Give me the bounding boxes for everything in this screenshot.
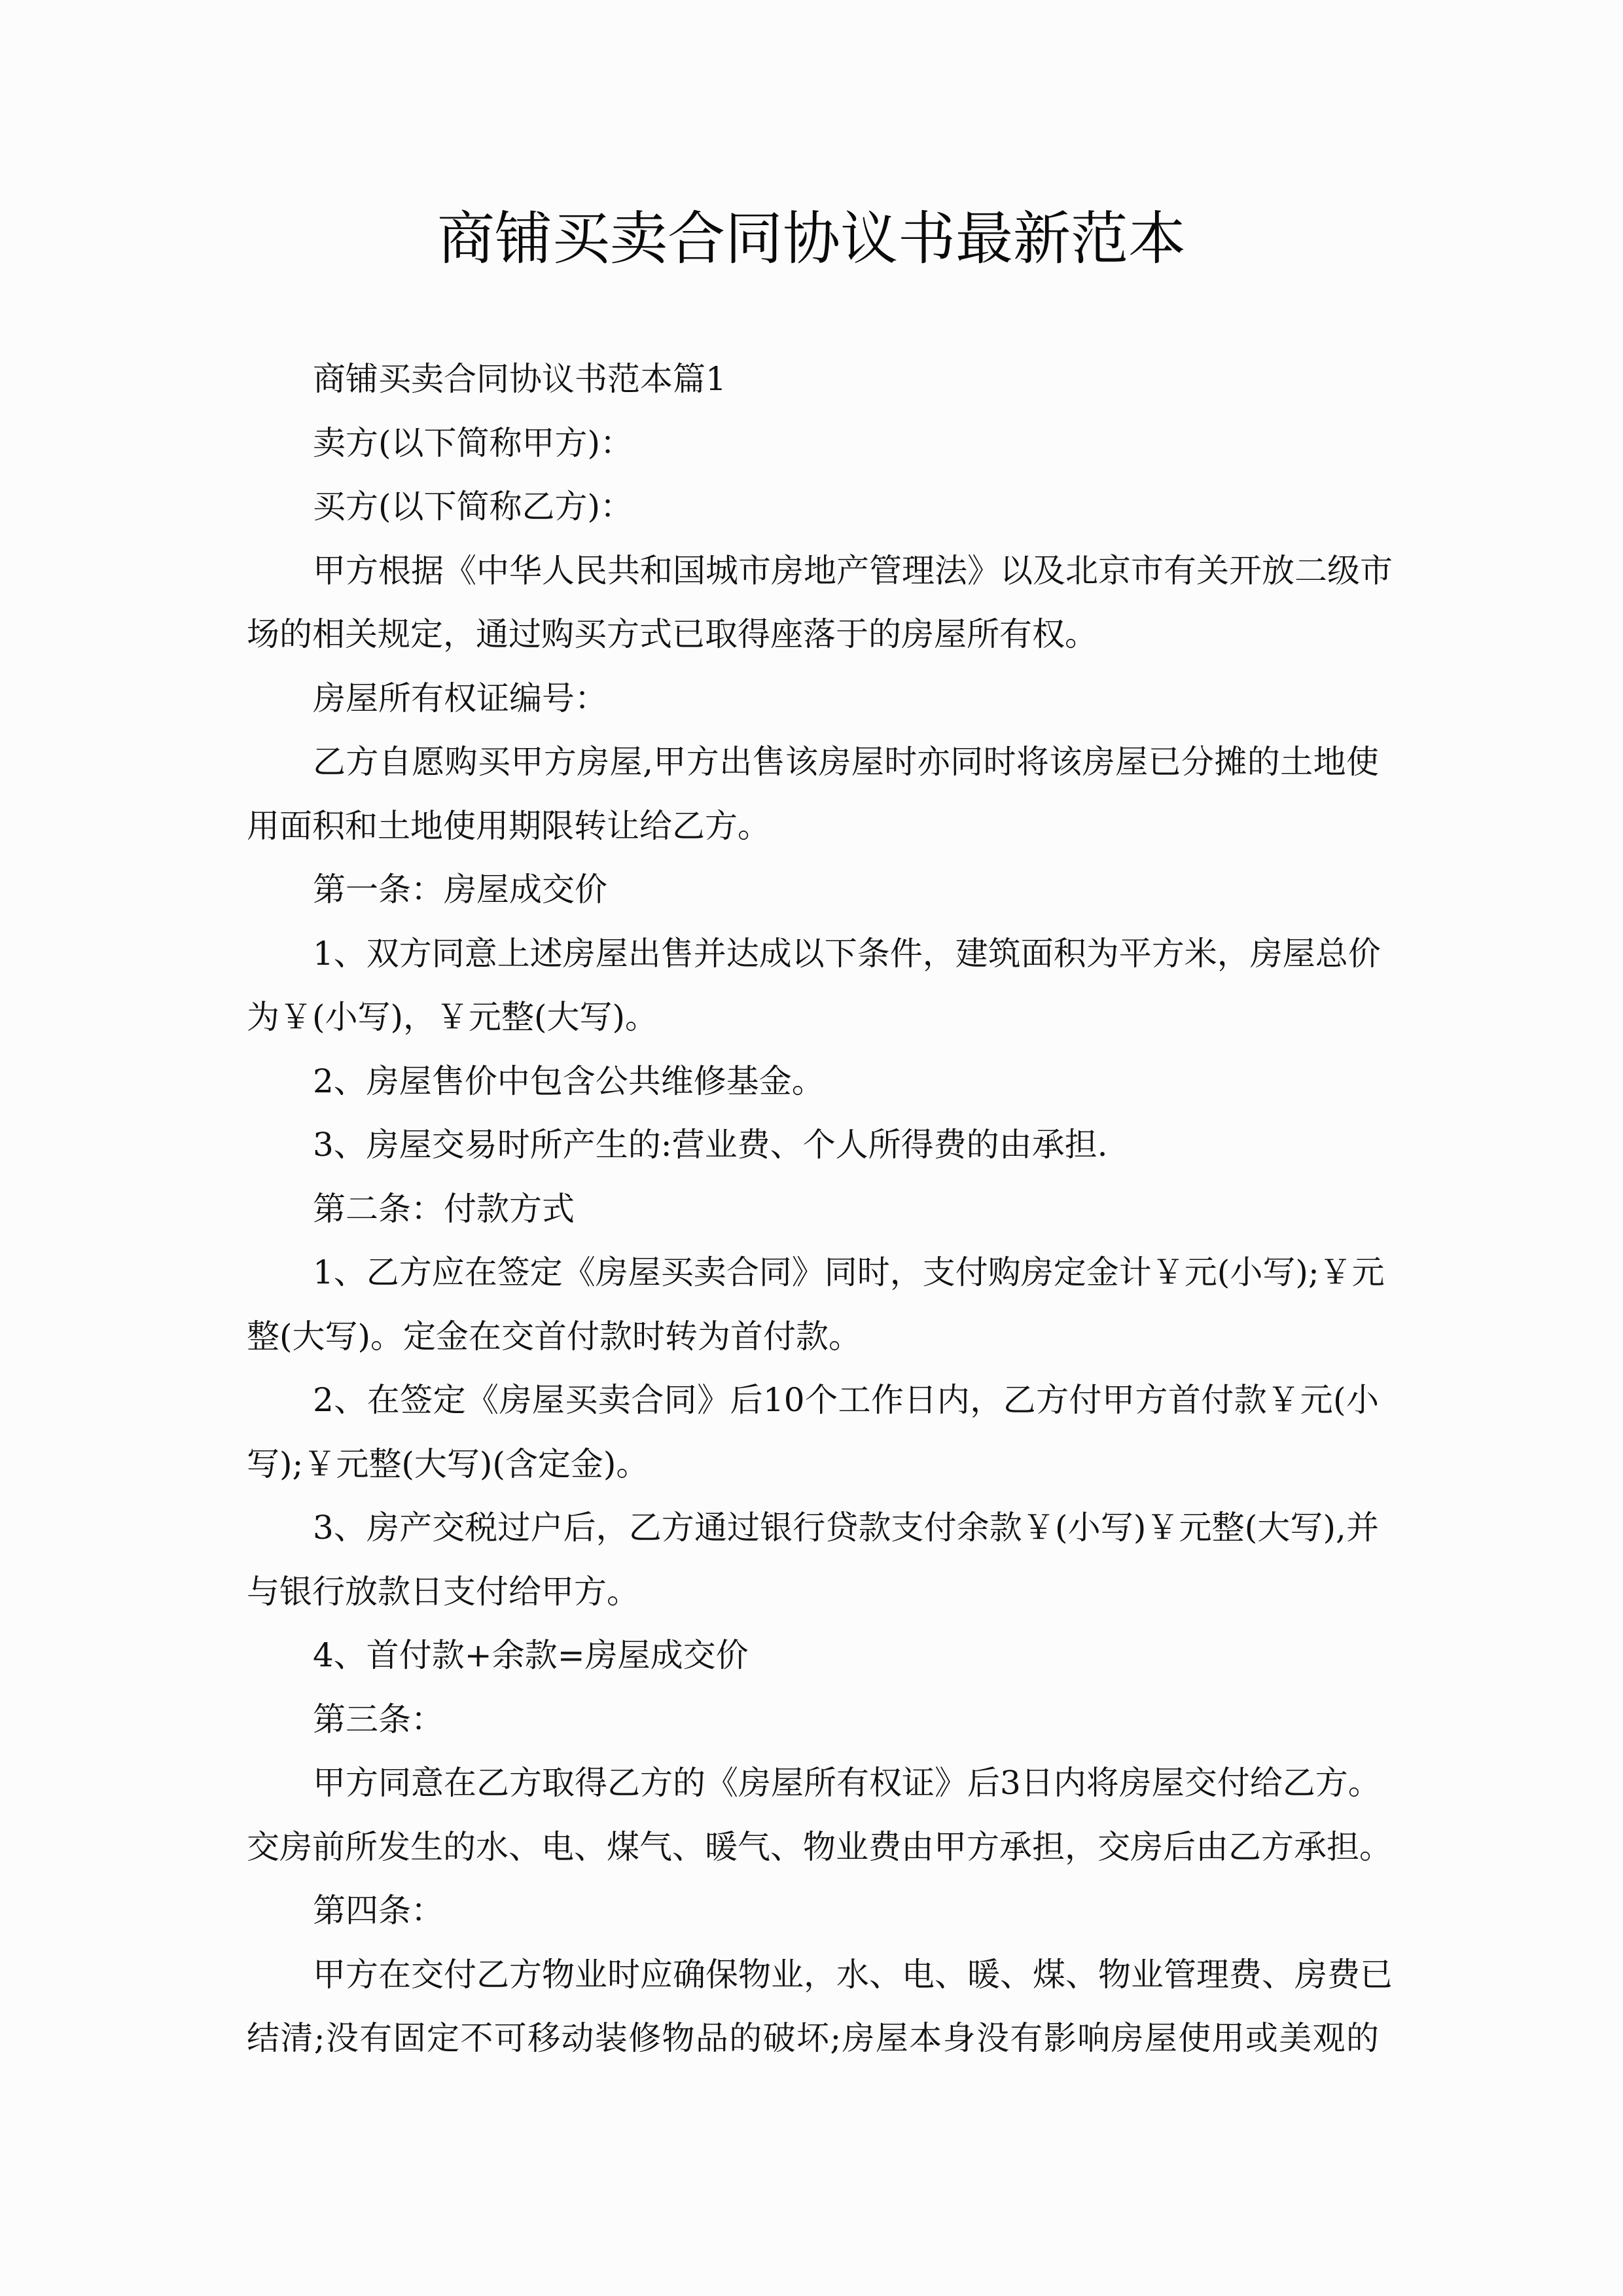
paragraph-line: 3、房屋交易时所产生的:营业费、个人所得费的由承担. xyxy=(313,1126,1108,1164)
paragraph-line: 用面积和土地使用期限转让给乙方。 xyxy=(247,806,770,845)
line-certificate-number: 房屋所有权证编号： xyxy=(313,679,607,717)
paragraph-line: 场的相关规定，通过购买方式已取得座落于的房屋所有权。 xyxy=(247,615,1097,653)
paragraph-line: 乙方自愿购买甲方房屋,甲方出售该房屋时亦同时将该房屋已分摊的土地使 xyxy=(313,743,1379,781)
article-3-heading: 第三条： xyxy=(313,1700,444,1738)
paragraph-line: 整(大写)。定金在交首付款时转为首付款。 xyxy=(247,1317,862,1355)
line-seller: 卖方(以下简称甲方)： xyxy=(313,423,633,462)
article-2-heading: 第二条：付款方式 xyxy=(313,1189,575,1228)
paragraph-line: 2、房屋售价中包含公共维修基金。 xyxy=(313,1062,825,1100)
line-subtitle: 商铺买卖合同协议书范本篇1 xyxy=(313,360,726,398)
paragraph-line: 2、在签定《房屋买卖合同》后10个工作日内，乙方付甲方首付款￥元(小 xyxy=(313,1381,1379,1419)
paragraph-line: 结清;没有固定不可移动装修物品的破坏;房屋本身没有影响房屋使用或美观的 xyxy=(247,2019,1379,2057)
paragraph-line: 交房前所发生的水、电、煤气、暖气、物业费由甲方承担，交房后由乙方承担。 xyxy=(247,1827,1392,1866)
paragraph-line: 1、双方同意上述房屋出售并达成以下条件，建筑面积为平方米，房屋总价 xyxy=(313,934,1381,973)
line-buyer: 买方(以下简称乙方)： xyxy=(313,488,633,526)
paragraph-line: 写);￥元整(大写)(含定金)。 xyxy=(247,1444,649,1483)
paragraph-line: 甲方同意在乙方取得乙方的《房屋所有权证》后3日内将房屋交付给乙方。 xyxy=(313,1764,1381,1802)
article-1-heading: 第一条：房屋成交价 xyxy=(313,870,607,908)
paragraph-line: 甲方根据《中华人民共和国城市房地产管理法》以及北京市有关开放二级市 xyxy=(313,551,1393,590)
paragraph-line: 3、房产交税过户后，乙方通过银行贷款支付余款￥(小写)￥元整(大写),并 xyxy=(313,1509,1379,1547)
document-title: 商铺买卖合同协议书最新范本 xyxy=(437,205,1186,272)
paragraph-line: 甲方在交付乙方物业时应确保物业，水、电、暖、煤、物业管理费、房费已 xyxy=(313,1955,1393,1994)
paragraph-line: 为￥(小写)，￥元整(大写)。 xyxy=(247,998,658,1036)
article-4-heading: 第四条： xyxy=(313,1892,444,1929)
paragraph-line: 1、乙方应在签定《房屋买卖合同》同时，支付购房定金计￥元(小写);￥元 xyxy=(313,1253,1385,1291)
paragraph-line: 4、首付款+余款=房屋成交价 xyxy=(313,1636,749,1674)
document-body xyxy=(247,351,1393,2075)
paragraph-line: 与银行放款日支付给甲方。 xyxy=(247,1572,639,1611)
